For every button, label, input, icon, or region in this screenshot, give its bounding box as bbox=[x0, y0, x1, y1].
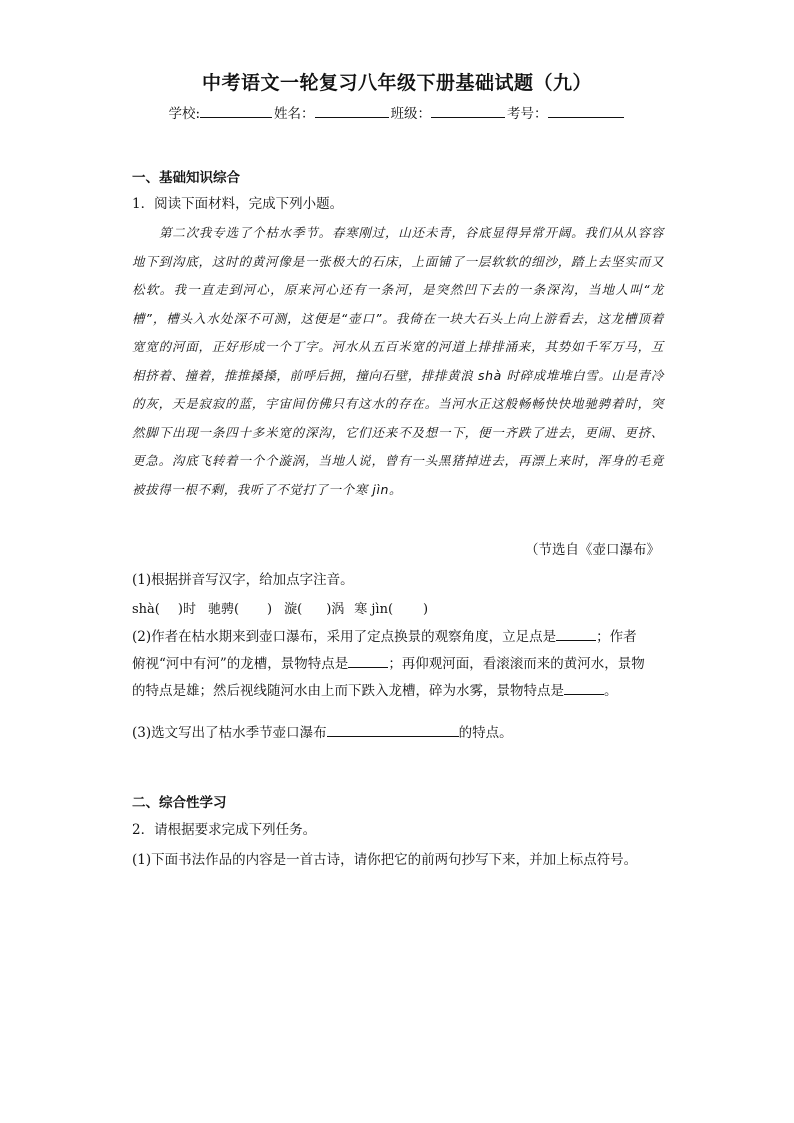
exam-no-blank[interactable] bbox=[548, 103, 624, 118]
exam-no-label: 考号： bbox=[507, 106, 548, 122]
sub-question-2-line-3-end: 。 bbox=[604, 683, 618, 699]
sub-question-2-line-1: (2)作者在枯水期来到壶口瀑布，采用了定点换景的观察角度，立足点是 bbox=[132, 629, 557, 645]
pinyin-item-hanjin-open: 寒 jìn( bbox=[354, 602, 394, 617]
class-blank[interactable] bbox=[431, 103, 505, 118]
question-2-prompt: 2．请根据要求完成下列任务。 bbox=[132, 822, 317, 838]
section-1-heading: 一、基础知识综合 bbox=[132, 170, 240, 186]
sub-question-2 bbox=[132, 624, 664, 705]
sub-question-3-text: (3)选文写出了枯水季节壶口瀑布 bbox=[132, 725, 327, 741]
school-blank[interactable] bbox=[200, 103, 272, 118]
pinyin-item-sha-open: shà( bbox=[132, 602, 160, 617]
sub-question-2-line-2: 俯视“河中有河”的龙槽，景物特点是 bbox=[132, 656, 349, 672]
sub-question-2-line-1-end: ；作者 bbox=[596, 629, 637, 645]
sub-question-2-line-3: 的特点是雄；然后视线随河水由上而下跌入龙槽，碎为水雾，景物特点是 bbox=[132, 683, 564, 699]
pinyin-item-hanjin-close: ) bbox=[423, 602, 429, 617]
sub-question-3-end: 的特点。 bbox=[458, 725, 513, 741]
pinyin-item-sha-close: )时 bbox=[177, 602, 196, 617]
pinyin-item-chicheng-open: 驰骋( bbox=[207, 602, 240, 617]
school-label: 学校: bbox=[168, 106, 201, 122]
sub-question-2-line-2-end: ；再仰观河面，看滚滚而来的黄河水，景物 bbox=[388, 656, 645, 672]
pinyin-item-xuanwo-open: 漩( bbox=[284, 602, 303, 617]
answer-blank-waterfall-feature[interactable] bbox=[327, 722, 459, 737]
question-2-sub-1: (1)下面书法作品的内容是一首古诗，请你把它的前两句抄写下来，并加上标点符号。 bbox=[132, 852, 638, 868]
name-label: 姓名： bbox=[274, 106, 315, 122]
answer-blank-longcao-feature[interactable] bbox=[348, 653, 388, 668]
class-label: 班级： bbox=[390, 106, 432, 122]
reading-passage: 第二次我专选了个枯水季节。春寒刚过，山还未青，谷底显得异常开阔。我们从从容容地下到沟底，这时的黄河像是一张极大的石床，上面铺了一层软软的细沙，踏上去坚实而又松软。我一直走到河心，原来河心还有一条河，是突然凹下去的一条深沟，当地人叫“龙槽”，槽头入水处深不可测，这便是“壶口”。我倚在一块大石头上向上游看去，这龙槽顶着宽宽的河面，正好形成一个丁字。河水从五百米宽的河道上排排涌来，其势如千军万马，互相挤着、撞着，推推搡搡，前呼后拥，撞向石壁，排排黄浪 shà 时碎成堆堆白雪。山是青冷的灰，天是寂寂的蓝，宇宙间仿佛只有这水的存在。当河水正这般畅畅快快地驰骋着时，突然脚下出现一条四十多米宽的深沟，它们还来不及想一下，便一齐跌了进去，更闹、更挤、更急。沟底飞转着一个个漩涡，当地人说，曾有一头黑猪掉进去，再漂上来时，浑身的毛竟被拔得一根不剩，我听了不觉打了一个寒 jìn。 bbox=[132, 225, 664, 497]
name-blank[interactable] bbox=[315, 103, 389, 118]
pinyin-item-xuanwo-close: )涡 bbox=[326, 602, 345, 617]
section-2-heading: 二、综合性学习 bbox=[132, 795, 227, 811]
passage-source: （节选自《壶口瀑布》 bbox=[525, 542, 660, 558]
pinyin-row bbox=[132, 598, 428, 617]
question-1-prompt: 1．阅读下面材料，完成下列小题。 bbox=[132, 196, 344, 212]
sub-question-1: (1)根据拼音写汉字，给加点字注音。 bbox=[132, 572, 354, 588]
sub-question-3 bbox=[132, 721, 513, 741]
pinyin-item-chicheng-close: ) bbox=[267, 602, 273, 617]
answer-blank-mist-feature[interactable] bbox=[564, 680, 604, 695]
student-info-row bbox=[0, 102, 794, 122]
page-title: 中考语文一轮复习八年级下册基础试题（九） bbox=[201, 72, 592, 94]
answer-blank-standpoint[interactable] bbox=[556, 626, 596, 641]
